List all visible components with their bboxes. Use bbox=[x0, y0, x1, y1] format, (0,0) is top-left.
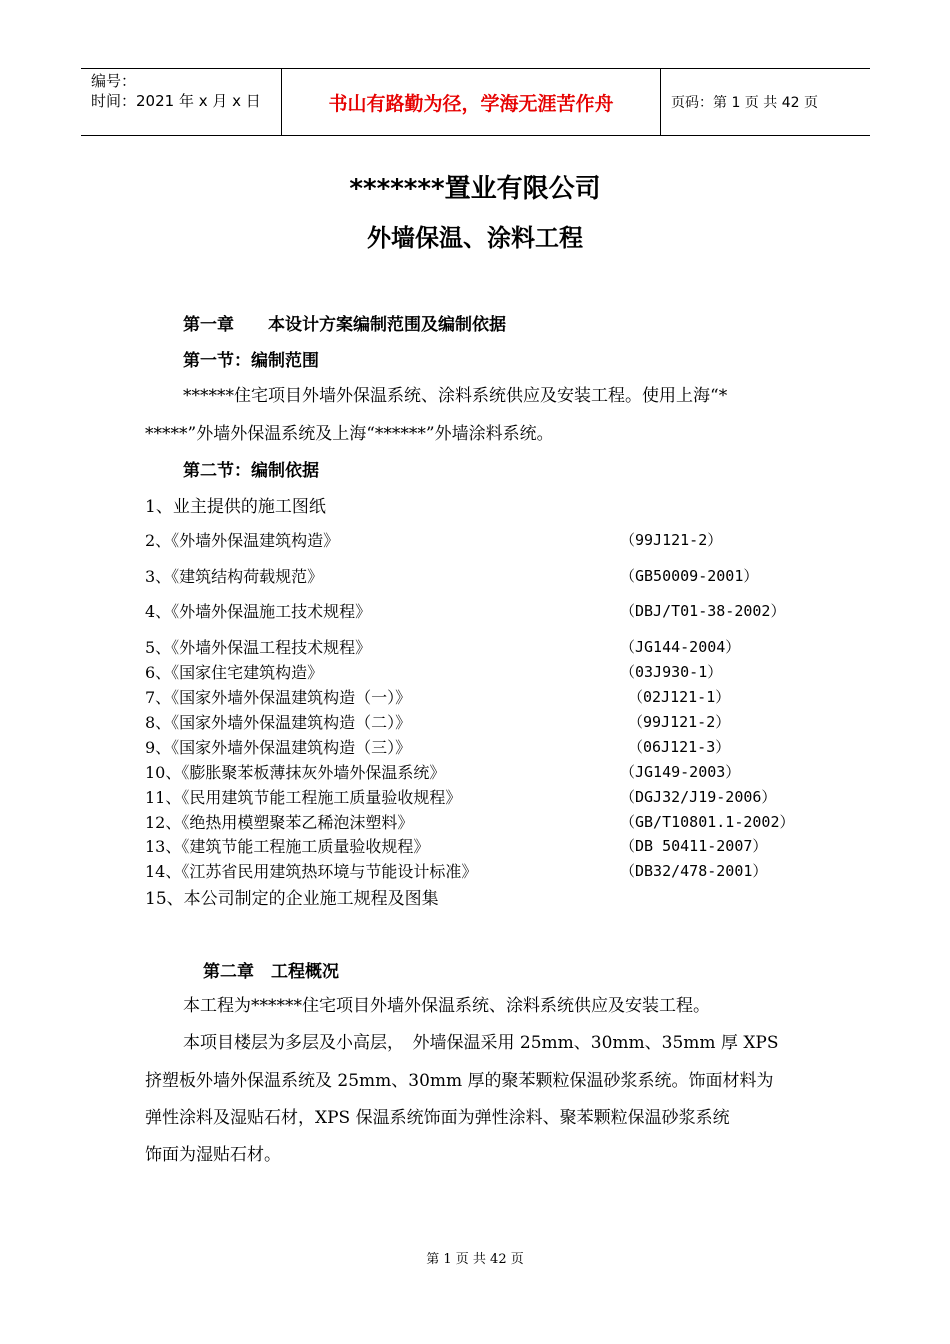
reference-title: 15、本公司制定的企业施工规程及图集 bbox=[145, 889, 439, 909]
reference-title: 12、《绝热用模塑聚苯乙稀泡沫塑料》 bbox=[145, 813, 414, 832]
reference-code: （DBJ/T01-38-2002） bbox=[620, 602, 786, 620]
chapter2-para2-line1: 本项目楼层为多层及小高层， 外墙保温采用 25mm、30mm、35mm 厚 XPS bbox=[183, 1033, 779, 1053]
reference-code: （03J930-1） bbox=[620, 663, 723, 681]
time-label: 时间：2021 年 x 月 x 日 bbox=[91, 92, 261, 110]
reference-title: 13、《建筑节能工程施工质量验收规程》 bbox=[145, 837, 430, 856]
reference-title: 14、《江苏省民用建筑热环境与节能设计标准》 bbox=[145, 862, 478, 881]
reference-code: （99J121-2） bbox=[620, 531, 723, 549]
chapter2-para2-line2: 挤塑板外墙外保温系统及 25mm、30mm 厚的聚苯颗粒保温砂浆系统。饰面材料为 bbox=[145, 1071, 774, 1091]
chapter2-para1: 本工程为******住宅项目外墙外保温系统、涂料系统供应及安装工程。 bbox=[183, 996, 710, 1016]
reference-title: 8、《国家外墙外保温建筑构造（二）》 bbox=[145, 713, 412, 732]
section1-heading: 第一节：编制范围 bbox=[183, 351, 319, 371]
reference-title: 2、《外墙外保温建筑构造》 bbox=[145, 531, 340, 550]
chapter2-para2-line4: 饰面为湿贴石材。 bbox=[145, 1145, 281, 1165]
page-header bbox=[81, 68, 870, 136]
reference-code: （DGJ32/J19-2006） bbox=[620, 788, 777, 806]
chapter2-heading: 第二章 工程概况 bbox=[203, 962, 339, 982]
reference-title: 11、《民用建筑节能工程施工质量验收规程》 bbox=[145, 788, 462, 807]
document-title: *******置业有限公司 bbox=[349, 174, 601, 204]
chapter1-heading: 第一章 本设计方案编制范围及编制依据 bbox=[183, 315, 506, 335]
reference-code: （02J121-1） bbox=[628, 688, 731, 706]
reference-code: （06J121-3） bbox=[628, 738, 731, 756]
reference-title: 10、《膨胀聚苯板薄抹灰外墙外保温系统》 bbox=[145, 763, 446, 782]
reference-code: （99J121-2） bbox=[628, 713, 731, 731]
reference-code: （GB/T10801.1-2002） bbox=[620, 813, 795, 831]
section1-line2: *****”外墙外保温系统及上海“******”外墙涂料系统。 bbox=[145, 424, 554, 444]
reference-title: 1、业主提供的施工图纸 bbox=[145, 497, 326, 517]
reference-title: 7、《国家外墙外保温建筑构造（一）》 bbox=[145, 688, 412, 707]
chapter2-para2-line3: 弹性涂料及湿贴石材，XPS 保温系统饰面为弹性涂料、聚苯颗粒保温砂浆系统 bbox=[145, 1108, 730, 1128]
number-label: 编号： bbox=[91, 72, 137, 90]
reference-title: 5、《外墙外保温工程技术规程》 bbox=[145, 638, 372, 657]
section2-heading: 第二节：编制依据 bbox=[183, 461, 319, 481]
section1-line1: ******住宅项目外墙外保温系统、涂料系统供应及安装工程。使用上海“* bbox=[183, 386, 728, 406]
reference-title: 9、《国家外墙外保温建筑构造（三）》 bbox=[145, 738, 412, 757]
reference-code: （DB 50411-2007） bbox=[620, 837, 768, 855]
reference-code: （JG149-2003） bbox=[620, 763, 741, 781]
reference-code: （DB32/478-2001） bbox=[620, 862, 768, 880]
header-meta bbox=[81, 69, 281, 135]
reference-code: （JG144-2004） bbox=[620, 638, 741, 656]
header-motto: 书山有路勤为径，学海无涯苦作舟 bbox=[281, 69, 661, 135]
reference-title: 4、《外墙外保温施工技术规程》 bbox=[145, 602, 372, 621]
reference-code: （GB50009-2001） bbox=[620, 567, 759, 585]
page-footer: 第 1 页 共 42 页 bbox=[426, 1252, 524, 1267]
document-subtitle: 外墙保温、涂料工程 bbox=[367, 224, 583, 252]
reference-title: 6、《国家住宅建筑构造》 bbox=[145, 663, 324, 682]
reference-title: 3、《建筑结构荷载规范》 bbox=[145, 567, 324, 586]
header-page-label: 页码：第 1 页 共 42 页 bbox=[671, 95, 818, 111]
